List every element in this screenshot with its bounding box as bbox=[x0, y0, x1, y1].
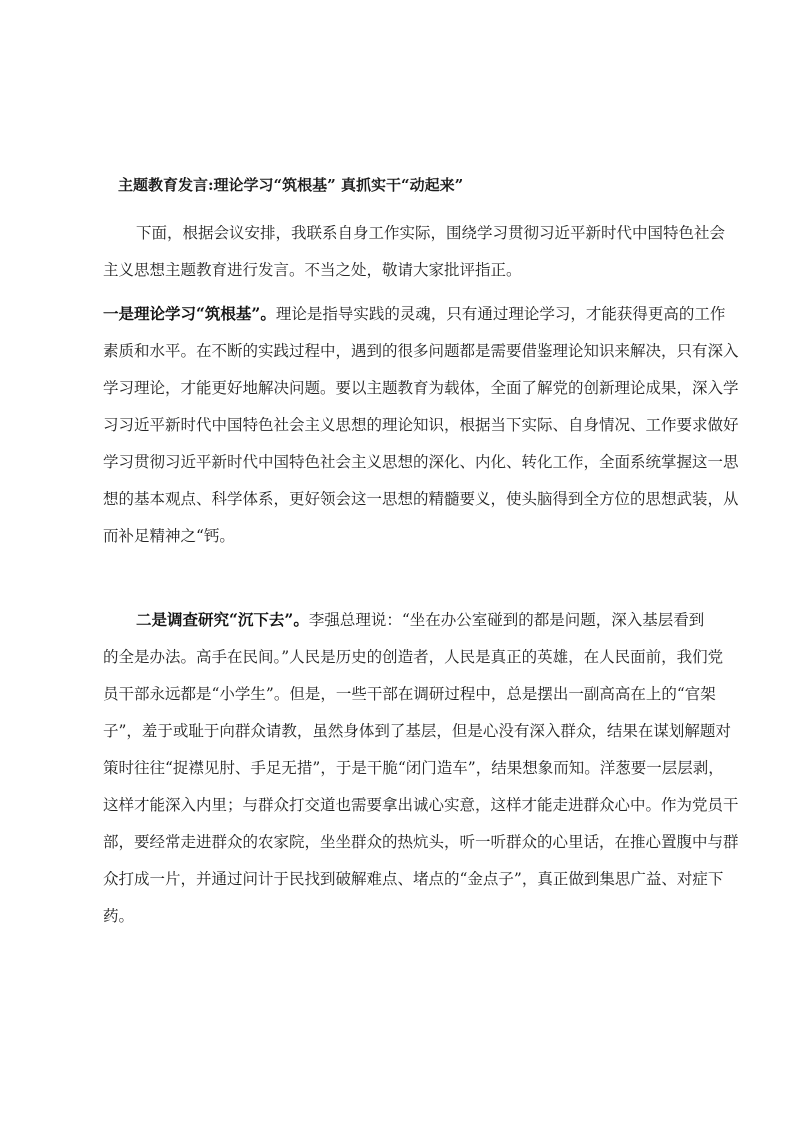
text-line: 而补足精神之“钙。 bbox=[103, 527, 235, 545]
text-line: 习习近平新时代中国特色社会主义思想的理论知识，根据当下实际、自身情况、工作要求做好 bbox=[103, 416, 739, 434]
text-line: 策时往往“捉襟见肘、手足无措”，于是干脆“闭门造车”，结果想象而知。洋葱要一层层剥， bbox=[103, 759, 724, 777]
intro-paragraph bbox=[103, 222, 726, 296]
section-2-paragraph bbox=[103, 609, 739, 942]
text-line: 学习贯彻习近平新时代中国特色社会主义思想的深化、内化、转化工作，全面系统掌握这一思 bbox=[103, 453, 739, 471]
text-line: 部，要经常走进群众的农家院，坐坐群众的热炕头，听一听群众的心里话，在推心置腹中与群 bbox=[103, 833, 739, 851]
text-line: 的全是办法。高手在民间。”人民是历史的创造者，人民是真正的英雄，在人民面前，我们党 bbox=[103, 648, 724, 666]
text-line: 素质和水平。在不断的实践过程中，遇到的很多问题都是需要借鉴理论知识来解决，只有深入 bbox=[103, 342, 739, 360]
text-line: 这样才能深入内里；与群众打交道也需要拿出诚心实意，这样才能走进群众心中。作为党员干 bbox=[103, 796, 739, 814]
text-span: 李强总理说：“坐在办公室碰到的都是问题，深入基层看到 bbox=[308, 611, 705, 629]
text-line: 主义思想主题教育进行发言。不当之处，敬请大家批评指正。 bbox=[103, 261, 522, 279]
section-1-paragraph bbox=[103, 303, 739, 562]
text-span: 理论是指导实践的灵魂，只有通过理论学习，才能获得更高的工作 bbox=[275, 305, 726, 323]
document-title: 主题教育发言:理论学习“筑根基” 真抓实干“动起来” bbox=[118, 176, 464, 194]
text-line bbox=[103, 303, 726, 340]
section-2-heading: 二是调查研究“沉下去”。 bbox=[136, 610, 309, 629]
text-line bbox=[103, 609, 705, 646]
text-line: 子”，羞于或耻于向群众请教，虽然身体到了基层，但是心没有深入群众，结果在谋划解题对 bbox=[103, 722, 731, 740]
text-line: 员干部永远都是“小学生”。但是，一些干部在调研过程中，总是摆出一副高高在上的“官架 bbox=[103, 685, 716, 703]
text-line: 想的基本观点、科学体系，更好领会这一思想的精髓要义，使头脑得到全方位的思想武装，从 bbox=[103, 490, 739, 508]
section-1-heading: 一是理论学习“筑根基”。 bbox=[103, 304, 276, 323]
text-line: 众打成一片，并通过问计于民找到破解难点、堵点的“金点子”，真正做到集思广益、对症下 bbox=[103, 870, 724, 888]
text-line: 学习理论，才能更好地解决问题。要以主题教育为载体，全面了解党的创新理论成果，深入学 bbox=[103, 379, 739, 397]
text-line: 药。 bbox=[103, 907, 135, 925]
text-line: 下面，根据会议安排，我联系自身工作实际，围绕学习贯彻习近平新时代中国特色社会 bbox=[136, 224, 726, 242]
